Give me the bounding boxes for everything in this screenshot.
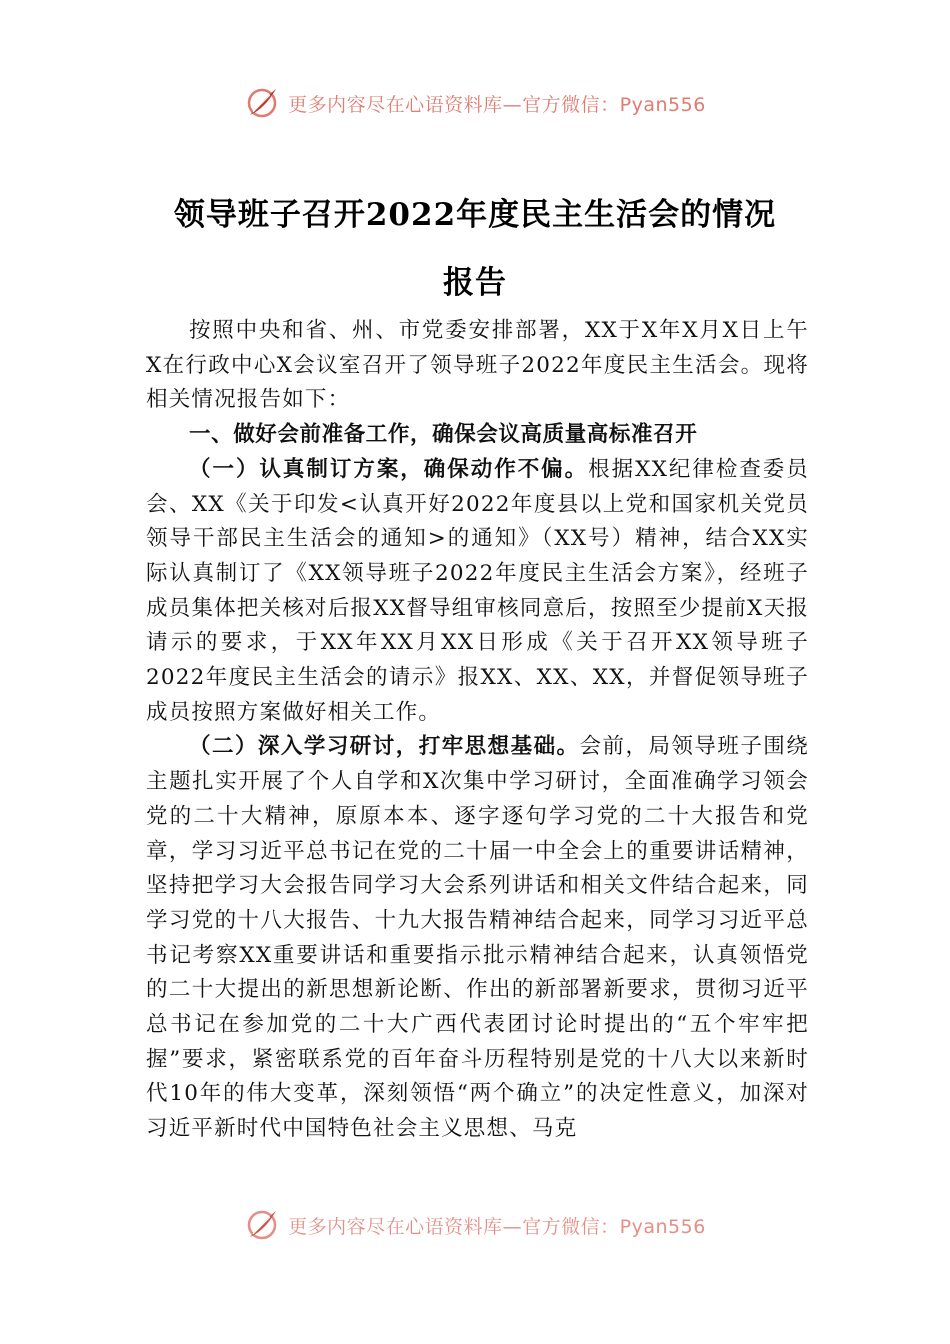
- watermark-header: [0, 83, 950, 123]
- intro-paragraph: 按照中央和省、州、市党委安排部署，XX于X年X月X日上午X在行政中心X会议室召开了领导班子2022年度民主生活会。现将相关情况报告如下：: [146, 318, 809, 413]
- subsection2-text: 会前，局领导班子围绕主题扎实开展了个人自学和X次集中学习研讨，全面准确学习领会党的二十大精神，原原本本、逐字逐句学习党的二十大报告和党章，学习习近平总书记在党的二十届一中全会上的重要讲话精神，坚持把学习大会报告同学习大会系列讲话和相关文件结合起来，同学习党的十八大报告、十九大报告精神结合起来，同学习习近平总书记考察XX重要讲话和重要指示批示精神结合起来，认真领悟党的二十大提出的新思想新论断、作出的新部署新要求，贯彻习近平总书记在参加党的二十大广西代表团讨论时提出的“五个牢牢把握”要求，紧密联系党的百年奋斗历程特别是党的十八大以来新时代10年的伟大变革，深刻领悟“两个确立”的决定性意义，加深对习近平新时代中国特色社会主义思想、马克: [146, 734, 809, 1142]
- document-title-line1: 领导班子召开2022年度民主生活会的情况: [173, 197, 777, 233]
- watermark-text: 更多内容尽在心语资料库—官方微信：Pyan556: [288, 93, 706, 116]
- feather-circle-logo-icon: [244, 1207, 280, 1243]
- document-body: [146, 314, 809, 1147]
- watermark-footer: [0, 1205, 950, 1245]
- section1-heading: 一、做好会前准备工作，确保会议高质量高标准召开: [189, 422, 698, 448]
- subsection2-lead: （二）深入学习研讨，打牢思想基础。: [189, 734, 580, 760]
- subsection1-paragraph: [146, 453, 809, 731]
- subsection1-text: 根据XX纪律检查委员会、XX《关于印发<认真开好2022年度县以上党和国家机关党员领导干部民主生活会的通知>的通知》（XX号）精神，结合XX实际认真制订了《XX领导班子2022年度民主生活会方案》，经班子成员集体把关核对后报XX督导组审核同意后，按照至少提前X天报请示的要求，于XX年XX月XX日形成《关于召开XX领导班子2022年度民主生活会的请示》报XX、XX、XX，并督促领导班子成员按照方案做好相关工作。: [146, 456, 809, 725]
- document-title-line2: 报告: [443, 265, 507, 301]
- subsection2-paragraph: [146, 730, 809, 1146]
- feather-circle-logo-icon: [244, 85, 280, 121]
- subsection1-lead: （一）认真制订方案，确保动作不偏。: [189, 456, 589, 482]
- watermark-text: 更多内容尽在心语资料库—官方微信：Pyan556: [288, 1215, 706, 1238]
